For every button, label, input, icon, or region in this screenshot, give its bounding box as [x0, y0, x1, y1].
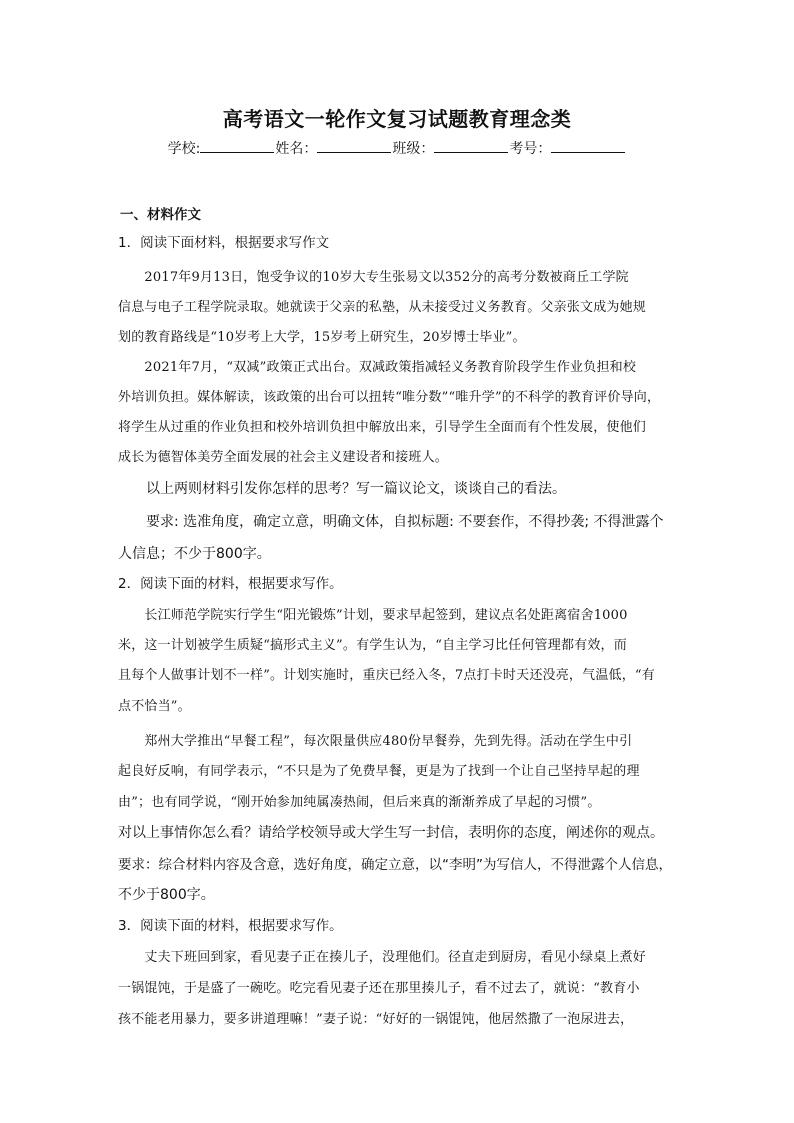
school-blank[interactable]: [200, 139, 274, 153]
question-3-prompt: 3．阅读下面的材料，根据要求写作。: [118, 918, 343, 934]
material-line: 2017年9月13日，饱受争议的10岁大专生张易文以352分的高考分数被商丘工学院: [118, 270, 629, 285]
number-label: 考号：: [509, 141, 552, 157]
material-line: 孩不能老用暴力，要多讲道理嘛！”妻子说：“好好的一锅馄饨，他居然撒了一泡尿进去，: [118, 1012, 634, 1027]
school-label: 学校:: [167, 141, 201, 157]
material-line: 丈夫下班回到家，看见妻子正在揍儿子，没理他们。径直走到厨房，看见小绿桌上煮好: [118, 950, 647, 965]
material-line: 外培训负担。媒体解读，该政策的出台可以扭转“唯分数”“唯升学”的不科学的教育评价导向，: [118, 390, 661, 405]
question-2-prompt: 2．阅读下面的材料，根据要求写作。: [118, 576, 343, 592]
material-line: 划的教育路线是“10岁考上大学，15岁考上研究生，20岁博士毕业”。: [118, 330, 526, 345]
page-title: 高考语文一轮作文复习试题教育理念类: [222, 107, 572, 131]
material-line: 由”；也有同学说，“刚开始参加纯属凑热闹，但后来真的渐渐养成了早起的习惯”。: [118, 795, 601, 810]
name-blank[interactable]: [317, 139, 391, 153]
material-line: 米，这一计划被学生质疑“搞形式主义”。有学生认为，“自主学习比任何管理都有效，而: [118, 638, 627, 653]
number-blank[interactable]: [551, 139, 625, 153]
material-line: 点不恰当”。: [118, 699, 191, 714]
requirement-line: 人信息；不少于800字。: [118, 546, 271, 562]
material-line: 郑州大学推出“早餐工程”，每次限量供应480份早餐券，先到先得。活动在学生中引: [118, 734, 633, 749]
class-label: 班级：: [392, 141, 435, 157]
material-line: 一锅馄饨，于是盛了一碗吃。吃完看见妻子还在那里揍儿子，看不过去了，就说：“教育小: [118, 981, 640, 996]
material-line: 成长为德智体美劳全面发展的社会主义建设者和接班人。: [118, 450, 449, 465]
name-label: 姓名：: [275, 141, 318, 157]
requirement-line: 要求：综合材料内容及含意，选好角度，确定立意，以“李明”为写信人，不得泄露个人信息，: [118, 857, 672, 873]
material-line: 起良好反响，有同学表示，“不只是为了免费早餐，更是为了找到一个让自己坚持早起的理: [118, 764, 640, 779]
class-blank[interactable]: [434, 139, 508, 153]
requirement-line: 不少于800字。: [118, 887, 215, 903]
material-line: 且每个人做事计划不一样”。计划实施时，重庆已经入冬，7点打卡时天还没亮，气温低，“有: [118, 668, 655, 683]
material-line: 信息与电子工程学院录取。她就读于父亲的私塾，从未接受过义务教育。父亲张文成为她规: [118, 300, 647, 315]
material-line: 长江师范学院实行学生“阳光锻炼”计划，要求早起签到，建议点名处距离宿舍1000: [118, 608, 628, 623]
requirement-line: 要求: 选准角度，确定立意，明确文体，自拟标题: 不要套作，不得抄袭; 不得泄露个: [118, 514, 664, 530]
section-heading: 一、材料作文: [120, 207, 201, 223]
material-line: 2021年7月，“双减”政策正式出台。双减政策指减轻义务教育阶段学生作业负担和校: [118, 360, 637, 375]
student-info-line: [0, 138, 794, 158]
material-line: 将学生从过重的作业负担和校外培训负担中解放出来，引导学生全面而有个性发展，使他们: [118, 420, 647, 435]
task-line: 以上两则材料引发你怎样的思考？写一篇议论文，谈谈自己的看法。: [118, 481, 566, 497]
question-1-prompt: 1．阅读下面材料，根据要求写作文: [118, 235, 330, 251]
task-line: 对以上事情你怎么看？请给学校领导或大学生写一封信，表明你的态度，阐述你的观点。: [118, 825, 664, 841]
